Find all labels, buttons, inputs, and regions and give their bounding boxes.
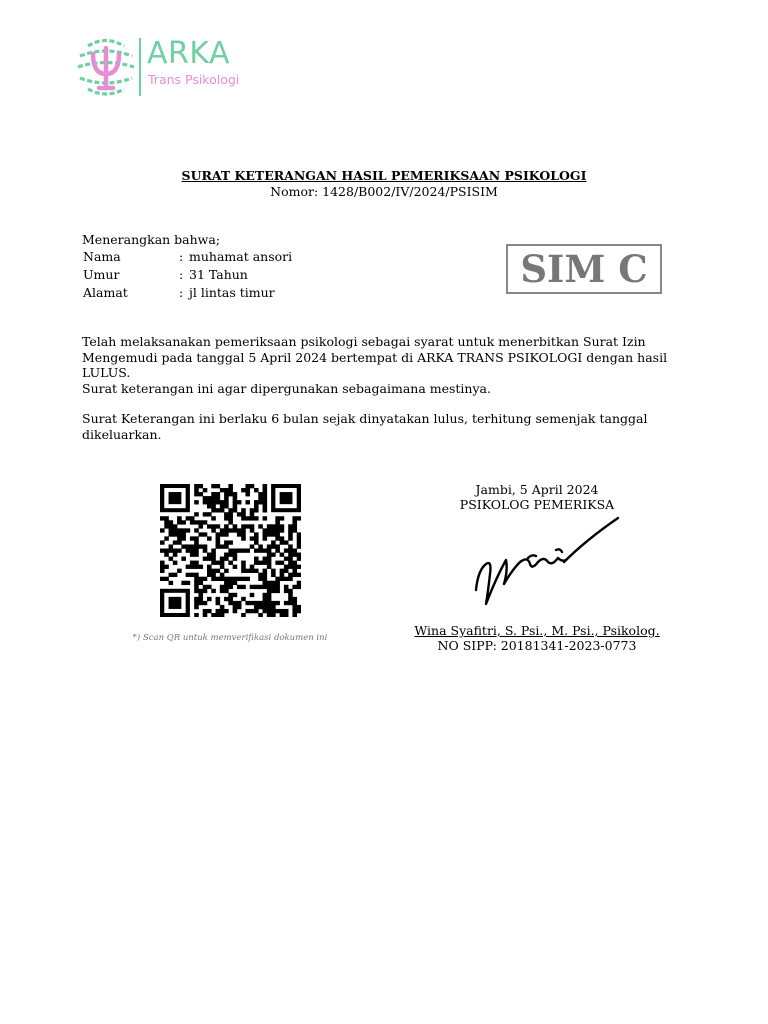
- field-row-alamat: [82, 284, 292, 302]
- signatory-sipp: NO SIPP: 20181341-2023-0773: [437, 638, 637, 653]
- company-logo: [76, 34, 266, 100]
- field-value: jl lintas timur: [189, 285, 275, 300]
- document-number: Nomor: 1428/B002/IV/2024/PSISIM: [270, 184, 498, 199]
- usage-paragraph: Surat keterangan ini agar dipergunakan sebagaimana mestinya.: [82, 381, 491, 396]
- psi-globe-icon: [76, 34, 136, 100]
- logo-tagline: Trans Psikologi: [148, 72, 240, 87]
- field-value: 31 Tahun: [189, 267, 248, 282]
- intro-text: Menerangkan bahwa;: [82, 232, 221, 247]
- handwritten-signature: [468, 512, 623, 612]
- document-title: SURAT KETERANGAN HASIL PEMERIKSAAN PSIKOLOGI: [181, 168, 587, 183]
- field-row-umur: [82, 266, 292, 284]
- field-label: Umur: [83, 267, 120, 282]
- validity-paragraph: Surat Keterangan ini berlaku 6 bulan sejak dinyatakan lulus, terhitung semenjak tanggal dikeluarkan.: [82, 411, 648, 442]
- signatory-name: Wina Syafitri, S. Psi., M. Psi., Psikolog.: [414, 623, 660, 638]
- field-label: Nama: [83, 249, 121, 264]
- qr-code-icon[interactable]: [160, 484, 301, 617]
- result-paragraph: Telah melaksanakan pemeriksaan psikologi sebagai syarat untuk menerbitkan Surat Izin Mengemudi pada tanggal 5 April 2024 bertempat di ARKA TRANS PSIKOLOGI dengan hasil LULUS.: [82, 334, 668, 380]
- field-row-nama: [82, 248, 292, 266]
- signatory-role: PSIKOLOG PEMERIKSA: [459, 497, 615, 512]
- license-class-badge: SIM C: [506, 244, 662, 294]
- field-separator: :: [179, 249, 184, 264]
- field-label: Alamat: [83, 285, 128, 300]
- field-separator: :: [179, 267, 184, 282]
- identity-table: [82, 248, 292, 302]
- logo-divider: [139, 38, 141, 96]
- logo-brand-name: ARKA: [147, 36, 231, 71]
- field-value: muhamat ansori: [189, 249, 293, 264]
- place-date: Jambi, 5 April 2024: [475, 482, 599, 497]
- field-separator: :: [179, 285, 184, 300]
- qr-note: *) Scan QR untuk memverifikasi dokumen ini: [132, 633, 328, 643]
